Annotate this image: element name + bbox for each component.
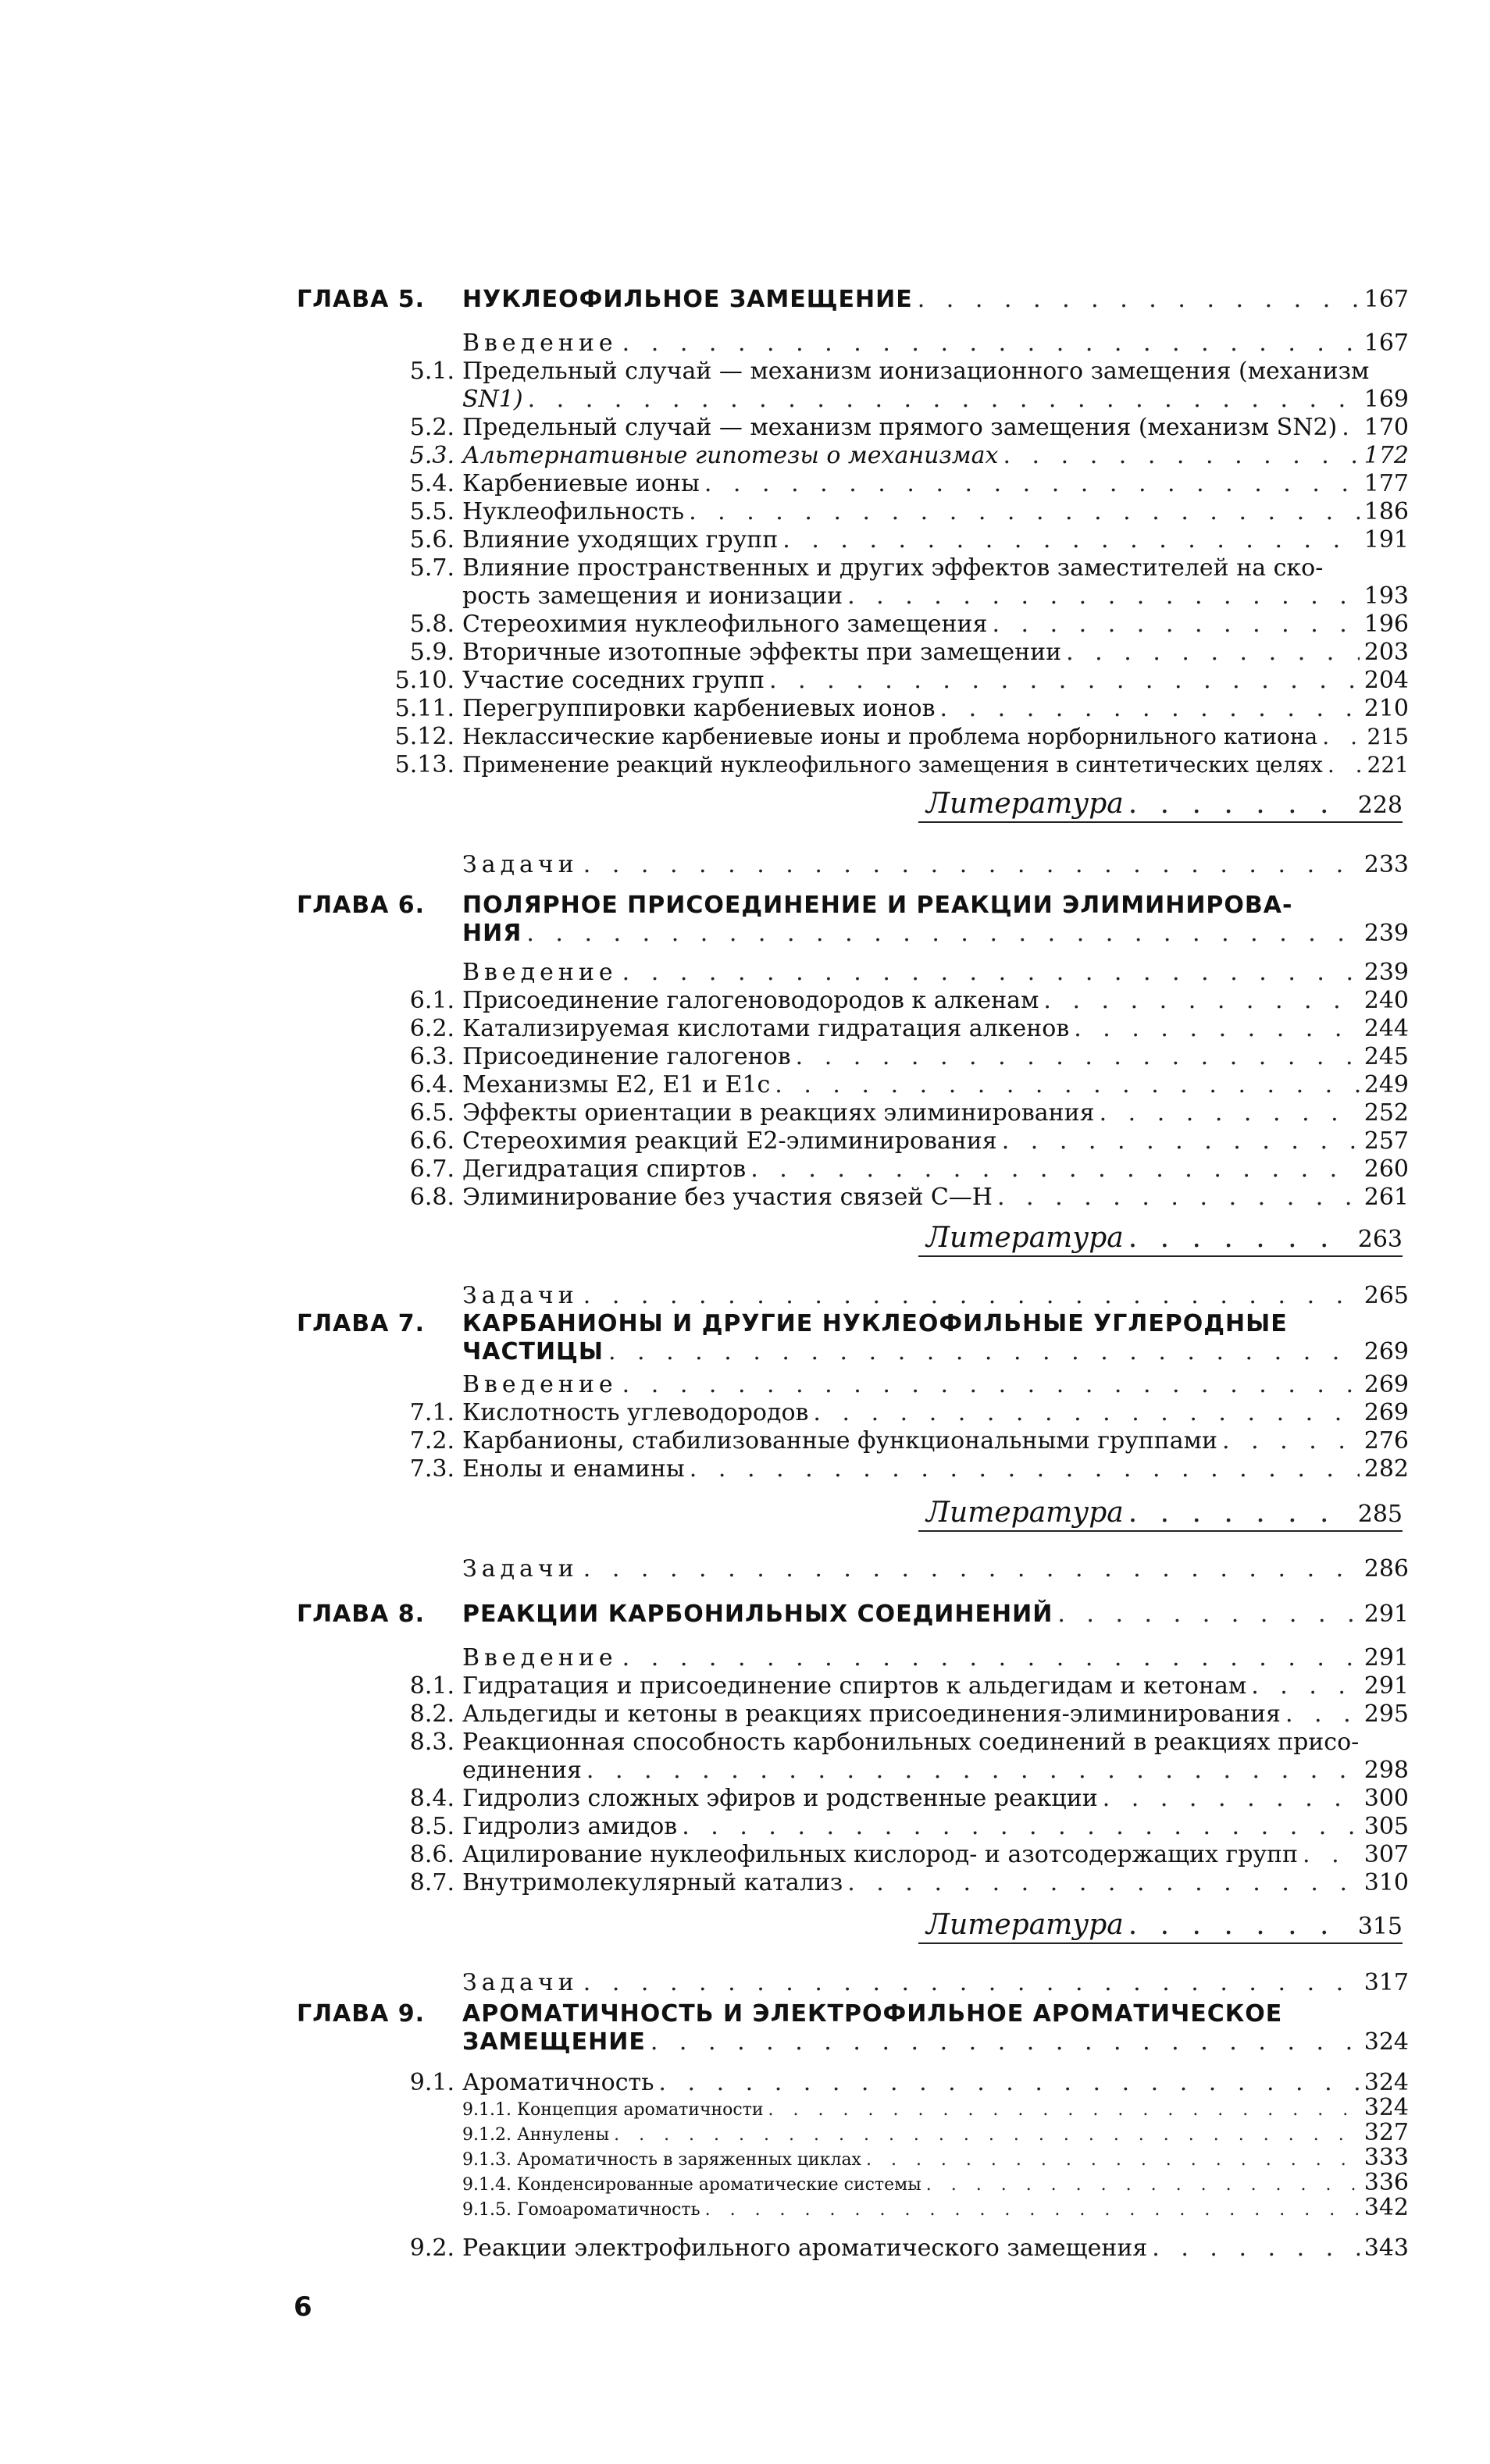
- chapter-6-heading: ПОЛЯРНОЕ ПРИСОЕДИНЕНИЕ И РЕАКЦИИ ЭЛИМИНИРОВА- НИЯ . . . 239: [462, 890, 1409, 949]
- chapter-8-intro: Введение . . . 291: [462, 1643, 1409, 1674]
- tasks-entry-6: Задачи . . . 265: [462, 1280, 1409, 1312]
- chapter-8-heading: РЕАКЦИИ КАРБОНИЛЬНЫХ СОЕДИНЕНИЙ . . . 291: [462, 1599, 1409, 1630]
- toc-subentry-9-1-5: 9.1.5. Гомоароматичность . . . 342: [462, 2192, 1409, 2224]
- toc-entry-5-1: Предельный случай — механизм ионизационного замещения (механизм SN1) . . . 169: [462, 356, 1409, 415]
- toc-entry-6-5: Эффекты ориентации в реакциях элиминирования . . . 252: [462, 1098, 1409, 1129]
- toc-entry-7-1: Кислотность углеводородов . . . 269: [462, 1398, 1409, 1429]
- chapter-9-heading: АРОМАТИЧНОСТЬ И ЭЛЕКТРОФИЛЬНОЕ АРОМАТИЧЕСКОЕ ЗАМЕЩЕНИЕ . . . 324: [462, 1999, 1409, 2058]
- chapter-5-heading: [462, 284, 1409, 315]
- divider: [918, 1942, 1403, 1944]
- toc-entry-8-7: Внутримолекулярный катализ . . . 310: [462, 1868, 1409, 1899]
- tasks-entry-5: Задачи . . . 233: [462, 849, 1409, 881]
- toc-entry-6-3: Присоединение галогенов . . . 245: [462, 1042, 1409, 1073]
- toc-entry-5-8: Стереохимия нуклеофильного замещения . . . 196: [462, 609, 1409, 640]
- toc-entry-9-2: Реакции электрофильного ароматического замещения . . . 343: [462, 2233, 1409, 2264]
- literature-entry-8: Литература . . . 315: [926, 1908, 1403, 1942]
- toc-subentry-9-1-1: 9.1.1. Концепция ароматичности . . . 324: [462, 2092, 1409, 2124]
- divider: [918, 821, 1403, 823]
- literature-entry-6: Литература . . . 263: [926, 1221, 1403, 1255]
- chapter-5-label: ГЛАВА 5.: [297, 286, 426, 313]
- toc-entry-8-1: Гидратация и присоединение спиртов к альдегидам и кетонам . . . 291: [462, 1671, 1409, 1702]
- toc-entry-7-3: Енолы и енамины . . . 282: [462, 1454, 1409, 1485]
- toc-entry-5-5: Нуклеофильность . . . 186: [462, 497, 1409, 528]
- toc-entry-6-4: Механизмы E2, E1 и E1c . . . 249: [462, 1070, 1409, 1101]
- chapter-6-intro: Введение . . . 239: [462, 957, 1409, 988]
- chapter-7-label: ГЛАВА 7.: [297, 1310, 426, 1337]
- toc-entry-6-8: Элиминирование без участия связей C—H . . . 261: [462, 1182, 1409, 1213]
- toc-entry-8-4: Гидролиз сложных эфиров и родственные реакции . . . 300: [462, 1783, 1409, 1814]
- tasks-entry-8: Задачи . . . 317: [462, 1967, 1409, 1999]
- divider: [918, 1255, 1403, 1257]
- toc-entry-5-9: Вторичные изотопные эффекты при замещении . . . 203: [462, 637, 1409, 668]
- toc-entry-5-7: Влияние пространственных и других эффектов заместителей на ско- рость замещения и ионизации . . . 193: [462, 553, 1409, 612]
- page-number: 167: [1363, 286, 1409, 313]
- divider: [918, 1530, 1403, 1532]
- chapter-6-label: ГЛАВА 6.: [297, 892, 426, 919]
- toc-entry-5-10: Участие соседних групп . . . 204: [462, 665, 1409, 696]
- toc-entry-5-11: Перегруппировки карбениевых ионов . . . 210: [462, 693, 1409, 725]
- toc-entry-9-1: Ароматичность . . . 324: [462, 2067, 1409, 2099]
- toc-entry-5-6: Влияние уходящих групп . . . 191: [462, 525, 1409, 556]
- chapter-7-heading: КАРБАНИОНЫ И ДРУГИЕ НУКЛЕОФИЛЬНЫЕ УГЛЕРОДНЫЕ ЧАСТИЦЫ . . . 269: [462, 1309, 1409, 1368]
- toc-entry-5-3: Альтернативные гипотезы о механизмах . . . 172: [462, 440, 1409, 472]
- tasks-entry-7: Задачи . . . 286: [462, 1554, 1409, 1585]
- toc-subentry-9-1-4: 9.1.4. Конденсированные ароматические системы . . . 336: [462, 2167, 1409, 2199]
- chapter-5-title: НУКЛЕОФИЛЬНОЕ ЗАМЕЩЕНИЕ: [462, 286, 913, 313]
- chapter-9-label: ГЛАВА 9.: [297, 2000, 426, 2028]
- toc-subentry-9-1-3: 9.1.3. Ароматичность в заряженных циклах . . . 333: [462, 2142, 1409, 2174]
- chapter-7-intro: Введение . . . 269: [462, 1369, 1409, 1401]
- toc-entry-5-13: Применение реакций нуклеофильного замещения в синтетических целях . . . 221: [462, 750, 1409, 781]
- toc-subentry-9-1-2: 9.1.2. Аннулены . . . 327: [462, 2117, 1409, 2149]
- toc-entry-5-12: Неклассические карбениевые ионы и проблема норборнильного катиона . . . 215: [462, 721, 1409, 753]
- chapter-8-label: ГЛАВА 8.: [297, 1601, 426, 1628]
- toc-entry-8-3: Реакционная способность карбонильных соединений в реакциях присо- единения . . . 298: [462, 1727, 1409, 1786]
- chapter-5-intro: Введение . . . 167: [462, 328, 1409, 359]
- toc-entry-8-2: Альдегиды и кетоны в реакциях присоединения-элиминирования . . . 295: [462, 1699, 1409, 1730]
- toc-entry-8-5: Гидролиз амидов . . . 305: [462, 1811, 1409, 1843]
- toc-entry-6-7: Дегидратация спиртов . . . 260: [462, 1154, 1409, 1185]
- toc-entry-6-2: Катализируемая кислотами гидратация алкенов . . . 244: [462, 1013, 1409, 1045]
- toc-entry-7-2: Карбанионы, стабилизованные функциональными группами . . . 276: [462, 1426, 1409, 1457]
- toc-entry-6-1: Присоединение галогеноводородов к алкенам . . . 240: [462, 985, 1409, 1017]
- toc-entry-8-6: Ацилирование нуклеофильных кислород- и азотсодержащих групп . . . 307: [462, 1839, 1409, 1871]
- literature-entry-7: Литература . . . 285: [926, 1496, 1403, 1530]
- page-folio: 6: [294, 2291, 312, 2323]
- toc-entry-5-4: Карбениевые ионы . . . 177: [462, 468, 1409, 500]
- toc-entry-5-2: Предельный случай — механизм прямого замещения (механизм SN2) . . . 170: [462, 412, 1409, 443]
- literature-entry-5: Литература . . . 228: [926, 787, 1403, 821]
- section-number: 5.1.: [409, 358, 454, 385]
- toc-entry-6-6: Стереохимия реакций E2-элиминирования . . . 257: [462, 1126, 1409, 1157]
- toc-page: ГЛАВА 5. НУКЛЕОФИЛЬНОЕ ЗАМЕЩЕНИЕ . . . 167 Введение . . . 167 5.1. Предельный случай — механизм ионизационного замещения (механизм SN1) . . . 169 5.2. Предельный случай — механизм прямого замещения (механизм SN2) . . . 170 5.3. Альтернативные гипотезы о механизмах . . . 172 5.4. Карбениевые ионы . . . 177 5.5. Нуклеофильность . . . 186 5.6. Влияние уходящих групп . . . 191 5.7. Влияние пространственных и других эффектов заместителей на ско- рость замещения и ионизации . . . 193 5.8. Стереохимия нуклеофильного замещения . . . 196 5.9. Вторичные изотопные эффекты при замещении . . . 203 5.10. Участие соседних групп . . . 204 5.11. Перегруппировки карбениевых ионов . . . 210 5.12. Неклассические карбениевые ионы и проблема норборнильного катиона . . . 215 5.13. Применение реакций нуклеофильного замещения в синтетических целях . . . 221 Литература . . . 228 Задачи . . . 233 ГЛАВА 6. ПОЛЯРНОЕ ПРИСОЕДИНЕНИЕ И РЕАКЦИИ ЭЛИМИНИРОВА- НИЯ . . . 239 Введение . . . 239 6.1. Присоединение галогеноводородов к алкенам . . . 240 6.2. Катализируемая кислотами гидратация алкенов . . . 244 6.3. Присоединение галогенов . . . 245 6.4. Механизмы E2, E1 и E1c . . . 249 6.5. Эффекты ориентации в реакциях элиминирования . . . 252 6.6. Стереохимия реакций E2-элиминирования . . . 257 6.7. Дегидратация спиртов . . . 260 6.8. Элиминирование без участия связей C—H . . . 261 Литература . . . 263 Задачи . . . 265 ГЛАВА 7. КАРБАНИОНЫ И ДРУГИЕ НУКЛЕОФИЛЬНЫЕ УГЛЕРОДНЫЕ ЧАСТИЦЫ . . . 269 Введение . . . 269 7.1. Кислотность углеводородов . . . 269 7.2. Карбанионы, стабилизованные функциональными группами . . . 276 7.3. Енолы и енамины . . . 282 Литература . . . 285 Задачи . . . 286 ГЛАВА 8. РЕАКЦИИ КАРБОНИЛЬНЫХ СОЕДИНЕНИЙ . . . 291 Введение . . . 291 8.1. Гидратация и присоединение спиртов к альдегидам и кетонам . . . 291 8.2. Альдегиды и кетоны в реакциях присоединения-элиминирования . . . 295 8.3. Реакционная способность карбонильных соединений в реакциях присо- единения . . . 298 8.4. Гидролиз сложных эфиров и родственные реакции . . . 300 8.5. Гидролиз амидов . . . 305 8.6. Ацилирование нуклеофильных кислород- и азотсодержащих групп . . . 307 8.7. Внутримолекулярный катализ . . . 310 Литература . . . 315 Задачи . . . 317 ГЛАВА 9. АРОМАТИЧНОСТЬ И ЭЛЕКТРОФИЛЬНОЕ АРОМАТИЧЕСКОЕ ЗАМЕЩЕНИЕ . . . 324 9.1. Ароматичность . . . 324 9.1.1. Концепция ароматичности . . . 324 9.1.2. Аннулены . . . 327 9.1.3. Ароматичность в заряженных циклах . . . 333 9.1.4. Конденсированные ароматические системы . . . 336 9.1.5. Гомоароматичность . . . 342 9.2. Реакции электрофильного ароматического замещения . . . 343 6: [0, 0, 1490, 2464]
